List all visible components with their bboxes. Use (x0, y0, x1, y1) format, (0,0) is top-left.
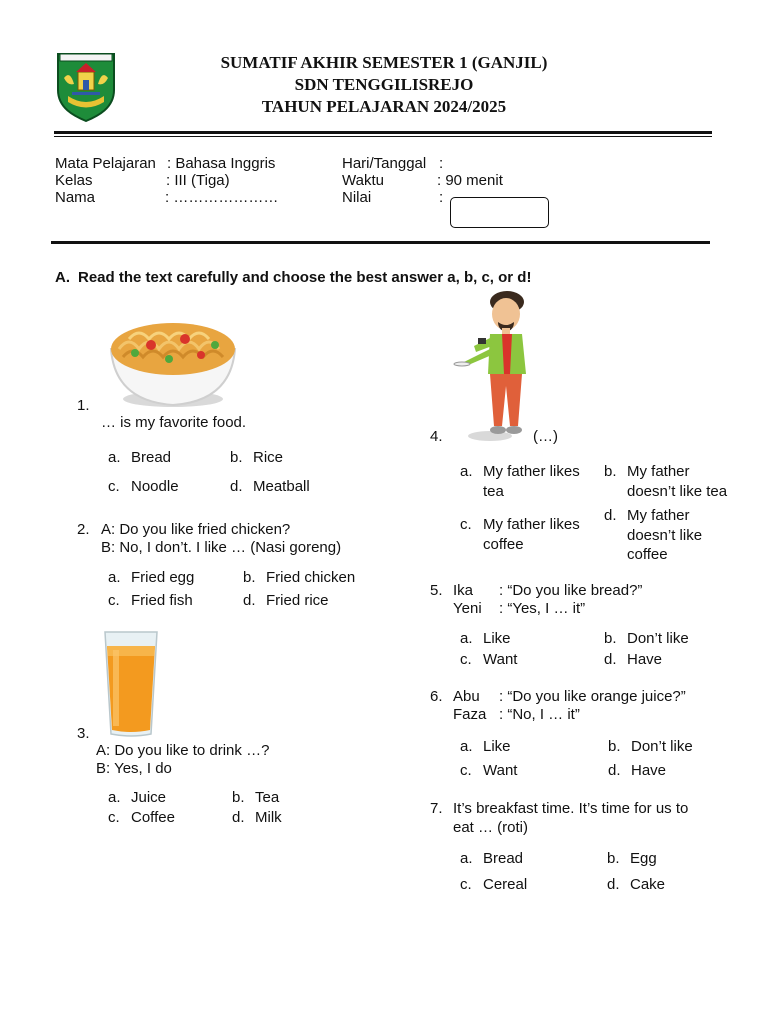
q2-option-d[interactable] (243, 591, 329, 610)
info-divider (51, 241, 710, 244)
q4-option-a-line2: tea (483, 482, 504, 500)
q4-option-c[interactable] (460, 515, 595, 554)
exam-title: SUMATIF AKHIR SEMESTER 1 (GANJIL) (220, 53, 548, 72)
q7-number: 7. (430, 800, 443, 817)
q5-option-d-text: Have (627, 651, 663, 668)
section-a-letter: A. (55, 269, 70, 286)
q4-text: (…) (533, 428, 558, 445)
q3-option-a[interactable] (108, 788, 166, 807)
q4-option-a-letter: a. (460, 463, 473, 480)
q5-option-a[interactable] (460, 629, 511, 648)
q7-line1: It’s breakfast time. It’s time for us to (453, 800, 689, 817)
score-label: Nilai (342, 189, 372, 206)
q6-option-c-letter: c. (460, 762, 472, 779)
q7-option-b-text: Egg (630, 850, 657, 867)
q5-option-c[interactable] (460, 650, 517, 669)
q5-option-b-letter: b. (604, 630, 617, 647)
q2-option-c[interactable] (108, 591, 193, 610)
q1-option-a[interactable] (108, 448, 171, 467)
q3-option-a-text: Juice (131, 789, 167, 806)
q7-option-a-text: Bread (483, 850, 524, 867)
q3-option-d-text: Milk (255, 809, 282, 826)
q2-option-a-letter: a. (108, 569, 121, 586)
q2-number: 2. (77, 521, 90, 538)
q3-option-c-text: Coffee (131, 809, 175, 826)
q4-option-d-letter: d. (604, 507, 617, 524)
q2-line1: A: Do you like fried chicken? (101, 521, 291, 538)
q2-line2: B: No, I don’t. I like … (Nasi goreng) (101, 539, 342, 556)
q5-option-a-letter: a. (460, 630, 473, 647)
q7-option-d[interactable] (607, 875, 665, 894)
class-value: : III (Tiga) (166, 172, 230, 189)
q2-option-c-letter: c. (108, 592, 120, 609)
q5-option-d[interactable] (604, 650, 662, 669)
q5-option-b-text: Don’t like (627, 630, 689, 647)
q1-number: 1. (77, 397, 90, 414)
q5-option-b[interactable] (604, 629, 689, 648)
q5-option-d-letter: d. (604, 651, 617, 668)
q3-option-b[interactable] (232, 788, 279, 807)
q1-option-d[interactable] (230, 477, 310, 496)
q2-option-a[interactable] (108, 568, 194, 587)
day-date-label: Hari/Tanggal (342, 155, 427, 172)
q6-option-b-letter: b. (608, 738, 621, 755)
q4-option-b-line1: My father (627, 463, 690, 480)
q6-option-d-text: Have (631, 762, 667, 779)
q5-option-c-letter: c. (460, 651, 472, 668)
q5-speaker1: Ika (453, 582, 474, 599)
q6-option-b[interactable] (608, 737, 693, 756)
q4-option-d-line3: coffee (627, 546, 668, 563)
q4-option-b-line2: doesn’t like tea (627, 482, 728, 500)
q6-speaker1: Abu (453, 688, 480, 705)
section-a-instruction: Read the text carefully and choose the best answer a, b, c, or d! (78, 269, 532, 286)
q5-option-a-text: Like (483, 630, 511, 647)
q7-option-c-text: Cereal (483, 876, 528, 893)
q6-option-b-text: Don’t like (631, 738, 693, 755)
q3-line2: B: Yes, I do (96, 760, 172, 777)
q5-speech2: : “Yes, I … it” (499, 600, 586, 617)
q1-option-b[interactable] (230, 448, 283, 467)
q6-speech2: : “No, I … it” (499, 706, 580, 723)
q7-option-a-letter: a. (460, 850, 473, 867)
day-date-value: : (439, 155, 444, 172)
name-label: Nama (55, 189, 96, 206)
q7-option-d-letter: d. (607, 876, 620, 893)
q6-option-a-letter: a. (460, 738, 473, 755)
subject-value: : Bahasa Inggris (167, 155, 276, 172)
q3-option-b-text: Tea (255, 789, 280, 806)
q4-option-b-letter: b. (604, 463, 617, 480)
q1-text: … is my favorite food. (101, 414, 247, 431)
q7-option-b-letter: b. (607, 850, 620, 867)
q7-option-b[interactable] (607, 849, 657, 868)
q6-option-a[interactable] (460, 737, 511, 756)
q2-option-a-text: Fried egg (131, 569, 195, 586)
q4-option-c-letter: c. (460, 516, 472, 533)
q3-option-d[interactable] (232, 808, 282, 827)
q4-option-c-line1: My father likes (483, 516, 580, 533)
q7-option-c[interactable] (460, 875, 527, 894)
q7-option-d-text: Cake (630, 876, 666, 893)
q7-option-a[interactable] (460, 849, 523, 868)
q7-line2: eat … (roti) (453, 819, 529, 836)
q3-option-d-letter: d. (232, 809, 245, 826)
q2-option-c-text: Fried fish (131, 592, 193, 609)
q6-speech1: : “Do you like orange juice?” (499, 688, 686, 705)
q3-option-a-letter: a. (108, 789, 121, 806)
q1-option-a-text: Bread (131, 449, 172, 466)
q1-option-c-text: Noodle (131, 478, 179, 495)
q4-option-a[interactable] (460, 462, 595, 501)
q3-option-b-letter: b. (232, 789, 245, 806)
q3-number: 3. (77, 725, 90, 742)
q4-option-a-line1: My father likes (483, 463, 580, 480)
q6-option-d[interactable] (608, 761, 666, 780)
q6-speaker2: Faza (453, 706, 487, 723)
q6-option-d-letter: d. (608, 762, 621, 779)
q4-option-d[interactable] (604, 506, 744, 565)
q1-option-a-letter: a. (108, 449, 121, 466)
q1-option-d-text: Meatball (253, 478, 310, 495)
q5-number: 5. (430, 582, 443, 599)
class-label: Kelas (55, 172, 93, 189)
q6-option-c[interactable] (460, 761, 517, 780)
q6-option-c-text: Want (483, 762, 518, 779)
q4-number: 4. (430, 428, 443, 445)
q1-option-b-letter: b. (230, 449, 243, 466)
q2-option-d-letter: d. (243, 592, 256, 609)
header-divider-thick (54, 131, 712, 134)
score-value: : (439, 189, 444, 206)
orange-juice-glass-image (103, 630, 159, 738)
q6-option-a-text: Like (483, 738, 511, 755)
q1-option-d-letter: d. (230, 478, 243, 495)
q1-option-b-text: Rice (253, 449, 284, 466)
q2-option-b-letter: b. (243, 569, 256, 586)
q1-option-c-letter: c. (108, 478, 120, 495)
q3-option-c[interactable] (108, 808, 175, 827)
time-value: : 90 menit (437, 172, 503, 189)
school-logo (54, 50, 118, 122)
q4-option-b[interactable] (604, 462, 744, 501)
q4-option-d-line1: My father (627, 507, 690, 524)
subject-label: Mata Pelajaran (55, 155, 156, 172)
q2-option-b-text: Fried chicken (266, 569, 356, 586)
academic-year: TAHUN PELAJARAN 2024/2025 (261, 97, 507, 116)
q5-speech1: : “Do you like bread?” (499, 582, 643, 599)
q5-option-c-text: Want (483, 651, 518, 668)
q4-option-d-line2: doesn’t like (627, 526, 703, 544)
school-name: SDN TENGGILISREJO (294, 75, 474, 94)
q2-option-b[interactable] (243, 568, 355, 587)
name-value: : ………………… (165, 189, 279, 206)
q6-number: 6. (430, 688, 443, 705)
q7-option-c-letter: c. (460, 876, 472, 893)
q1-option-c[interactable] (108, 477, 179, 496)
header-divider-thin (54, 136, 712, 137)
q2-option-d-text: Fried rice (266, 592, 329, 609)
time-label: Waktu (342, 172, 384, 189)
q4-option-c-line2: coffee (483, 535, 524, 553)
father-drinking-tea-image (452, 288, 532, 444)
noodle-bowl-image (105, 305, 241, 411)
q3-line1: A: Do you like to drink …? (96, 742, 270, 759)
score-box[interactable] (450, 197, 549, 228)
q5-speaker2: Yeni (453, 600, 482, 617)
q3-option-c-letter: c. (108, 809, 120, 826)
